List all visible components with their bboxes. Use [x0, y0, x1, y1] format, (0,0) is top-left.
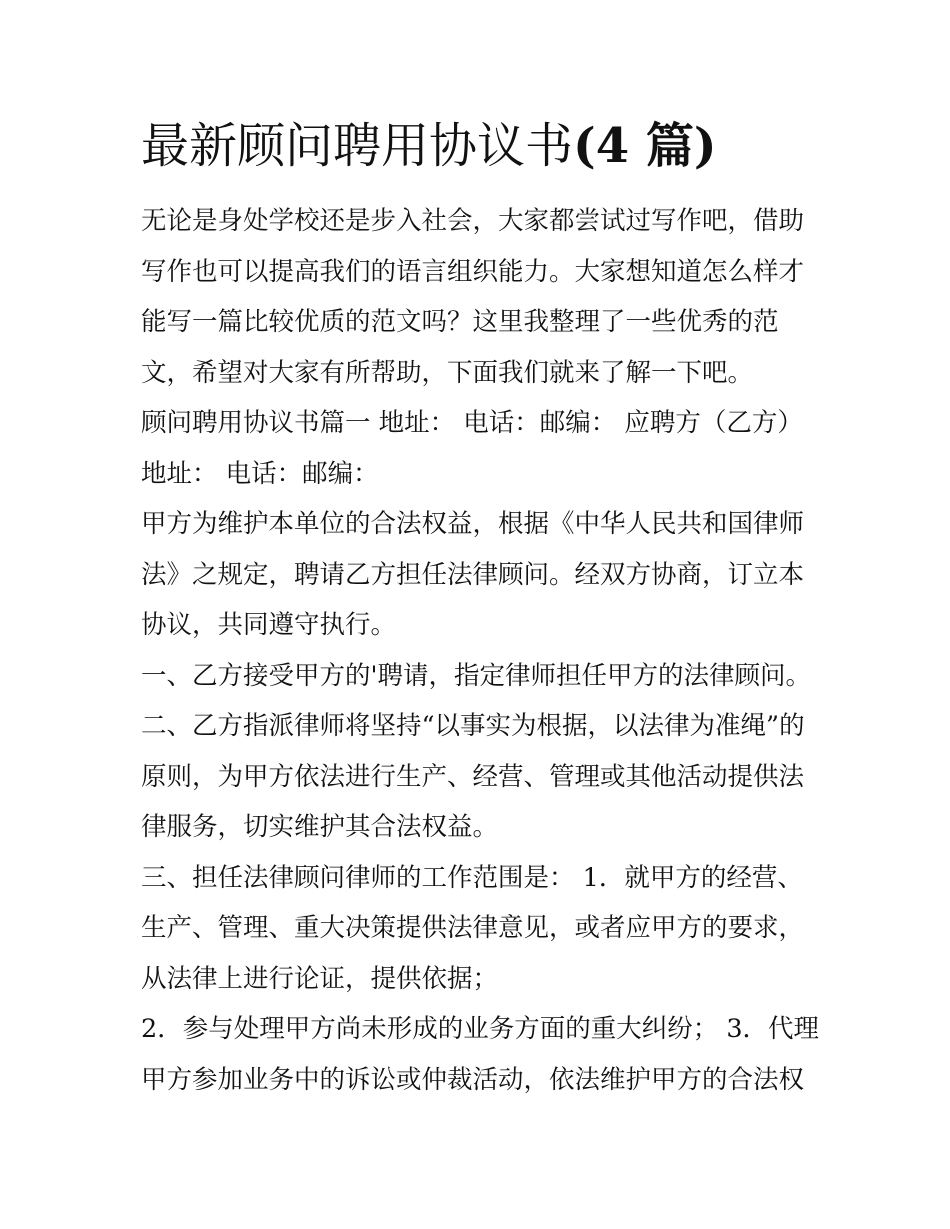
paragraph-clause-three: 三、担任法律顾问律师的工作范围是： 1．就甲方的经营、生产、管理、重大决策提供法律意见，或者应甲方的要求，从法律上进行论证，提供依据； [141, 862, 805, 994]
document-title-suffix: (4 篇) [573, 118, 717, 174]
document-body [141, 196, 821, 1105]
document-title [141, 112, 717, 180]
paragraph-address-line: 地址： 电话：邮编： [141, 458, 379, 489]
paragraph-clause-two: 二、乙方指派律师将坚持“以事实为根据，以法律为准绳”的原则，为甲方依法进行生产、经营、管理或其他活动提供法律服务，切实维护其合法权益。 [141, 711, 805, 842]
paragraph-clause-one: 一、乙方接受甲方的'聘请，指定律师担任甲方的法律顾问。 [141, 660, 812, 691]
paragraph-preamble: 甲方为维护本单位的合法权益，根据《中华人民共和国律师法》之规定，聘请乙方担任法律顾问。经双方协商，订立本协议，共同遵守执行。 [141, 509, 805, 640]
paragraph-part-one-header: 顾问聘用协议书篇一 地址： 电话：邮编： 应聘方（乙方） [141, 408, 803, 438]
paragraph-intro: 无论是身处学校还是步入社会，大家都尝试过写作吧，借助写作也可以提高我们的语言组织能力。大家想知道怎么样才能写一篇比较优质的范文吗？这里我整理了一些优秀的范文，希望对大家有所帮助，下面我们就来了解一下吧。 [141, 206, 805, 388]
paragraph-clause-three-items: 2．参与处理甲方尚未形成的业务方面的重大纠纷； 3．代理甲方参加业务中的诉讼或仲裁活动，依法维护甲方的合法权 [141, 1014, 820, 1095]
document-title-main: 最新顾问聘用协议书 [141, 118, 574, 174]
